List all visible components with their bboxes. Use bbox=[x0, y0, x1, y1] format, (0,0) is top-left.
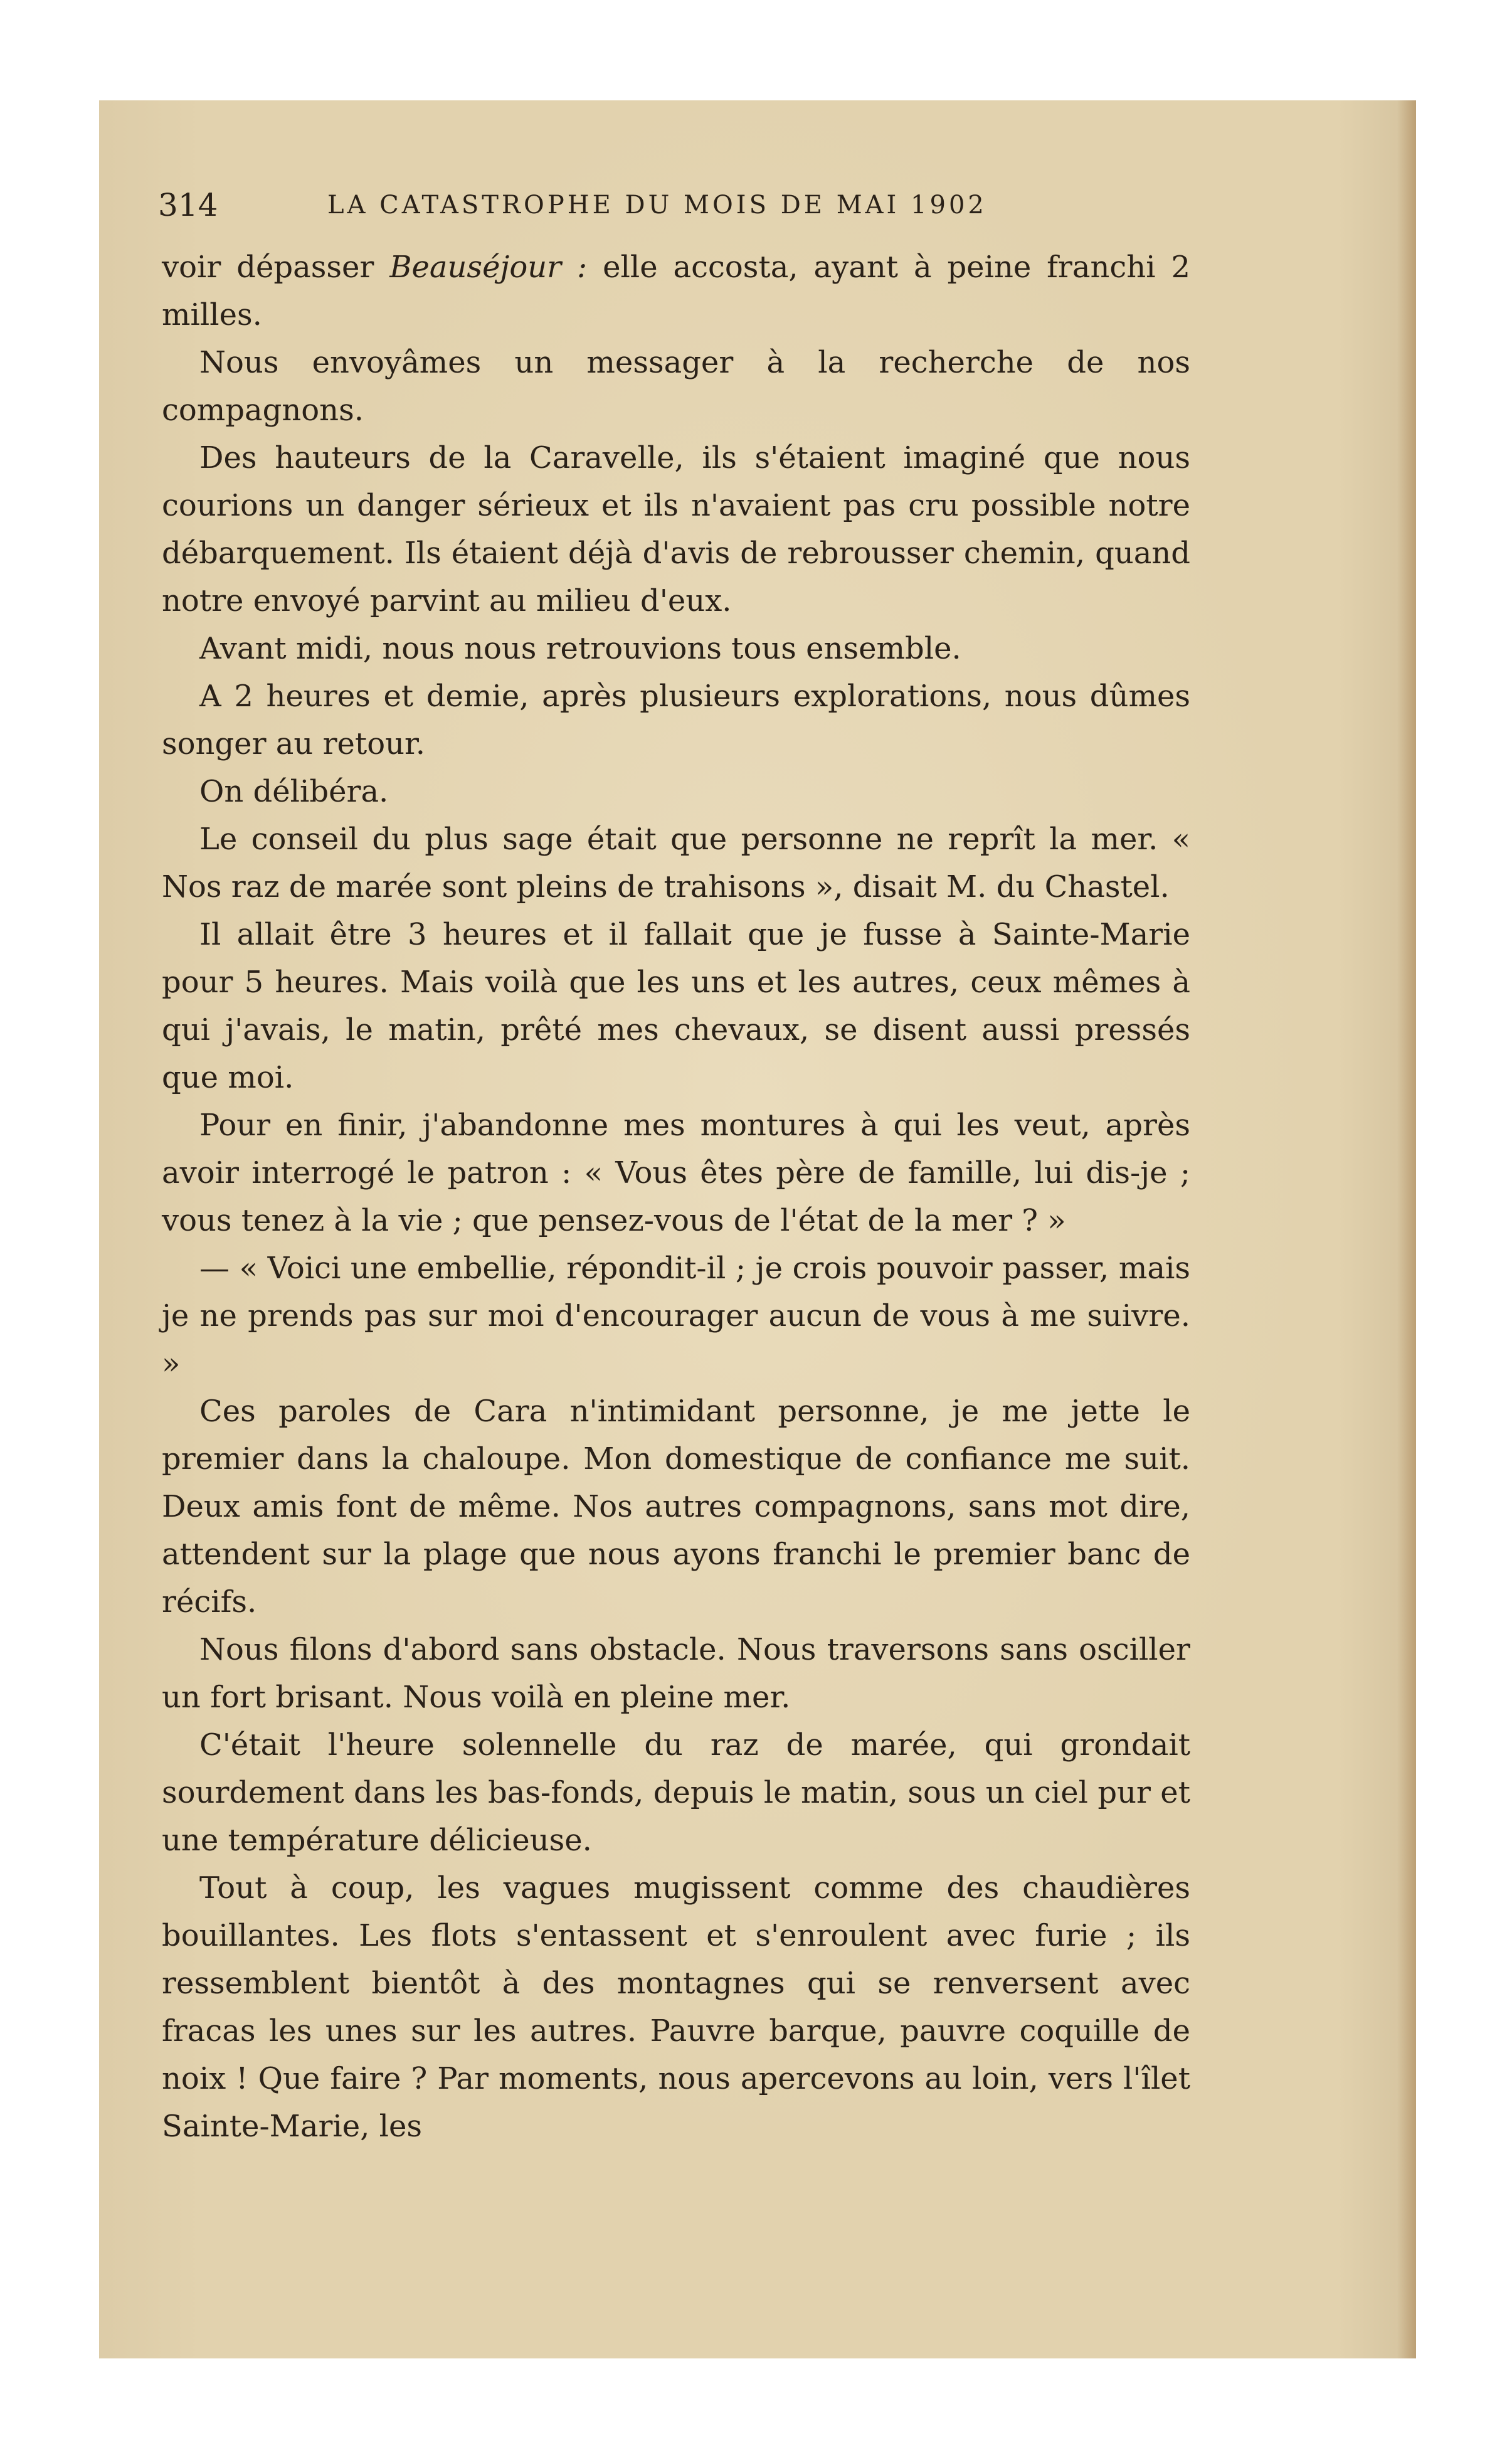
paragraph: Pour en finir, j'abandonne mes montures à qui les veut, après avoir interrogé le patron : « Vous êtes père de famille, lui dis-je ; vous tenez à la vie ; que pensez-vous de l'état de la mer ? » bbox=[162, 1108, 1190, 1238]
paragraph: Il allait être 3 heures et il fallait que je fusse à Sainte-Marie pour 5 heures. Mais voilà que les uns et les autres, ceux mêmes à qui j'avais, le matin, prêté mes chevaux, se disent aussi pressés que moi. bbox=[162, 917, 1190, 1095]
paragraph: Avant midi, nous nous retrouvions tous ensemble. bbox=[199, 631, 961, 666]
paragraph: A 2 heures et demie, après plusieurs explorations, nous dûmes songer au retour. bbox=[162, 679, 1190, 761]
paragraph: Le conseil du plus sage était que personne ne reprît la mer. « Nos raz de marée sont pleins de trahisons », disait M. du Chastel. bbox=[162, 822, 1190, 904]
paragraph: On délibéra. bbox=[199, 774, 389, 809]
paragraph: — « Voici une embellie, répondit-il ; je crois pouvoir passer, mais je ne prends pas sur moi d'encourager aucun de vous à me suivre. » bbox=[162, 1251, 1190, 1381]
body-text bbox=[162, 243, 1190, 2150]
page-header bbox=[158, 183, 1161, 227]
paragraph-text: voir dépasser bbox=[162, 250, 390, 285]
paragraph bbox=[162, 243, 1190, 339]
page-number: 314 bbox=[158, 187, 218, 223]
paragraph: Tout à coup, les vagues mugissent comme des chaudières bouillantes. Les flots s'entassent et s'enroulent avec furie ; ils ressemblent bientôt à des montagnes qui se renversent avec fracas les unes sur les autres. Pauvre barque, pauvre coquille de noix ! Que faire ? Par moments, nous apercevons au loin, vers l'îlet Sainte-Marie, les bbox=[162, 1870, 1190, 2144]
paragraph: Des hauteurs de la Caravelle, ils s'étaient imaginé que nous courions un danger sérieux et ils n'avaient pas cru possible notre débarquement. Ils étaient déjà d'avis de rebrousser chemin, quand notre envoyé parvint au milieu d'eux. bbox=[162, 440, 1190, 618]
paragraph: Ces paroles de Cara n'intimidant personne, je me jette le premier dans la chaloupe. Mon domestique de confiance me suit. Deux amis font de même. Nos autres compagnons, sans mot dire, attendent sur la plage que nous ayons franchi le premier banc de récifs. bbox=[162, 1394, 1190, 1620]
paragraph: C'était l'heure solennelle du raz de marée, qui grondait sourdement dans les bas-fonds, depuis le matin, sous un ciel pur et une température délicieuse. bbox=[162, 1727, 1190, 1858]
running-title: LA CATASTROPHE DU MOIS DE MAI 1902 bbox=[327, 191, 987, 220]
paragraph: Nous envoyâmes un messager à la recherche de nos compagnons. bbox=[162, 345, 1190, 428]
paragraph-text: elle accosta, ayant à peine franchi 2 milles. bbox=[162, 250, 1190, 332]
place-name-italic: Beauséjour : bbox=[389, 250, 588, 285]
paragraph: Nous filons d'abord sans obstacle. Nous traversons sans osciller un fort brisant. Nous voilà en pleine mer. bbox=[162, 1632, 1190, 1715]
page-edge-shadow bbox=[1397, 100, 1416, 2358]
